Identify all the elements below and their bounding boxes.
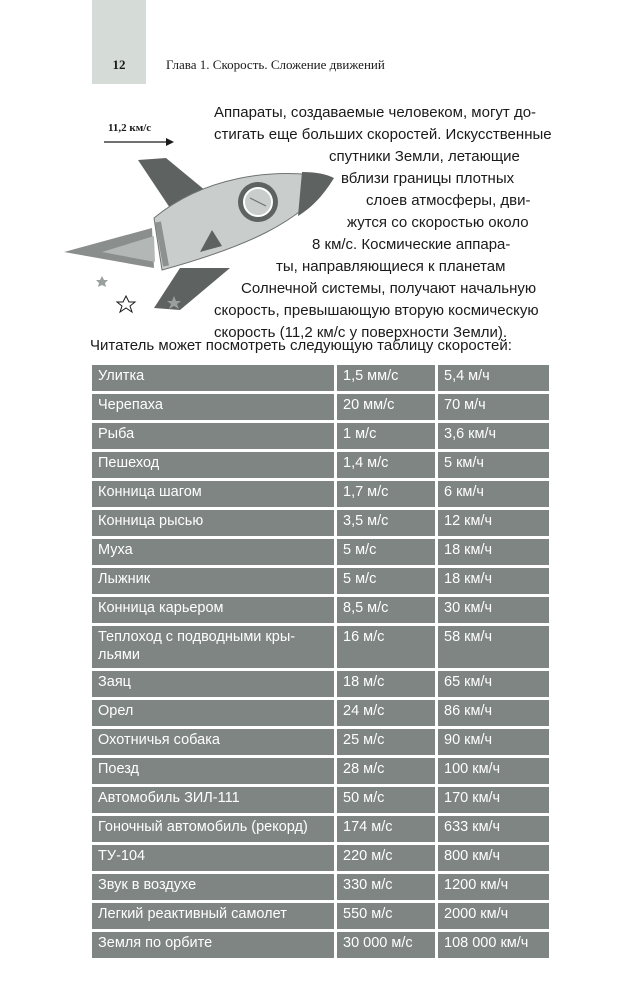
speed-ms-cell: 1,5 мм/с — [337, 365, 435, 391]
object-cell: Теплоход с подводными кры- льями — [92, 626, 334, 668]
intro-line: жутся со скоростью около — [347, 214, 529, 231]
speed-ms-cell: 1,7 м/с — [337, 481, 435, 507]
intro-line: скорость (11,2 км/с у поверхности Земли). — [214, 324, 508, 341]
speed-kmh-cell: 100 км/ч — [438, 758, 549, 784]
object-cell: Заяц — [92, 671, 334, 697]
speed-kmh-cell: 90 км/ч — [438, 729, 549, 755]
speed-kmh-cell: 65 км/ч — [438, 671, 549, 697]
table-row — [92, 452, 549, 478]
table-row — [92, 932, 549, 958]
object-cell: Орел — [92, 700, 334, 726]
object-cell: Гоночный автомобиль (рекорд) — [92, 816, 334, 842]
table-row — [92, 700, 549, 726]
table-row — [92, 671, 549, 697]
object-cell: Рыба — [92, 423, 334, 449]
table-row — [92, 539, 549, 565]
table-row — [92, 758, 549, 784]
object-cell: Звук в воздухе — [92, 874, 334, 900]
speed-kmh-cell: 170 км/ч — [438, 787, 549, 813]
intro-line: ты, направляющиеся к планетам — [276, 258, 506, 275]
speed-kmh-cell: 30 км/ч — [438, 597, 549, 623]
table-row — [92, 597, 549, 623]
speed-kmh-cell: 800 км/ч — [438, 845, 549, 871]
object-cell: Поезд — [92, 758, 334, 784]
speed-ms-cell: 30 000 м/с — [337, 932, 435, 958]
speed-kmh-cell: 3,6 км/ч — [438, 423, 549, 449]
object-cell: Земля по орбите — [92, 932, 334, 958]
table-row — [92, 568, 549, 594]
speed-kmh-cell: 1200 км/ч — [438, 874, 549, 900]
table-row — [92, 787, 549, 813]
object-cell: Муха — [92, 539, 334, 565]
speed-ms-cell: 220 м/с — [337, 845, 435, 871]
speed-kmh-cell: 12 км/ч — [438, 510, 549, 536]
speed-label: 11,2 км/с — [108, 122, 152, 134]
intro-line: скорость, превышающую вторую космическую — [214, 302, 539, 319]
speed-kmh-cell: 58 км/ч — [438, 626, 549, 668]
speed-kmh-cell: 633 км/ч — [438, 816, 549, 842]
speed-ms-cell: 18 м/с — [337, 671, 435, 697]
speed-kmh-cell: 18 км/ч — [438, 539, 549, 565]
table-row — [92, 729, 549, 755]
speed-kmh-cell: 6 км/ч — [438, 481, 549, 507]
object-cell: Автомобиль ЗИЛ-111 — [92, 787, 334, 813]
speed-ms-cell: 16 м/с — [337, 626, 435, 668]
speed-ms-cell: 174 м/с — [337, 816, 435, 842]
table-intro: Читатель может посмотреть следующую таблицу скоростей: — [90, 337, 512, 354]
intro-line: Аппараты, создаваемые человеком, могут до- — [214, 104, 537, 121]
object-cell: Лыжник — [92, 568, 334, 594]
table-row — [92, 423, 549, 449]
object-cell: Легкий реактивный самолет — [92, 903, 334, 929]
speed-ms-cell: 28 м/с — [337, 758, 435, 784]
table-row — [92, 626, 549, 668]
speed-kmh-cell: 70 м/ч — [438, 394, 549, 420]
intro-line: стигать еще больших скоростей. Искусственные — [214, 126, 552, 143]
chapter-title: Глава 1. Скорость. Сложение движений — [166, 57, 385, 72]
object-cell: Черепаха — [92, 394, 334, 420]
table-row — [92, 510, 549, 536]
speed-ms-cell: 5 м/с — [337, 568, 435, 594]
speed-kmh-cell: 86 км/ч — [438, 700, 549, 726]
speed-ms-cell: 550 м/с — [337, 903, 435, 929]
object-cell: ТУ-104 — [92, 845, 334, 871]
intro-line: Солнечной системы, получают начальную — [241, 280, 537, 297]
object-cell: Конница шагом — [92, 481, 334, 507]
table-row — [92, 394, 549, 420]
table-row — [92, 481, 549, 507]
speed-kmh-cell: 5,4 м/ч — [438, 365, 549, 391]
speed-kmh-cell: 2000 км/ч — [438, 903, 549, 929]
star-outline-icon — [117, 296, 135, 312]
intro-line: вблизи границы плотных — [341, 170, 515, 187]
speed-ms-cell: 50 м/с — [337, 787, 435, 813]
speed-table — [89, 362, 552, 961]
object-cell: Пешеход — [92, 452, 334, 478]
speed-kmh-cell: 108 000 км/ч — [438, 932, 549, 958]
intro-line: 8 км/с. Космические аппара- — [312, 236, 511, 253]
intro-line: спутники Земли, летающие — [329, 148, 520, 165]
table-row — [92, 816, 549, 842]
table-row — [92, 874, 549, 900]
speed-ms-cell: 330 м/с — [337, 874, 435, 900]
object-cell: Конница карьером — [92, 597, 334, 623]
speed-ms-cell: 1,4 м/с — [337, 452, 435, 478]
intro-line: слоев атмосферы, дви- — [366, 192, 531, 209]
object-cell: Улитка — [92, 365, 334, 391]
speed-ms-cell: 25 м/с — [337, 729, 435, 755]
page-number: 12 — [112, 57, 126, 72]
table-row — [92, 903, 549, 929]
speed-ms-cell: 1 м/с — [337, 423, 435, 449]
speed-ms-cell: 8,5 м/с — [337, 597, 435, 623]
table-row — [92, 365, 549, 391]
speed-kmh-cell: 5 км/ч — [438, 452, 549, 478]
object-cell: Конница рысью — [92, 510, 334, 536]
speed-kmh-cell: 18 км/ч — [438, 568, 549, 594]
speed-ms-cell: 3,5 м/с — [337, 510, 435, 536]
speed-ms-cell: 24 м/с — [337, 700, 435, 726]
table-row — [92, 845, 549, 871]
object-cell: Охотничья собака — [92, 729, 334, 755]
speed-ms-cell: 20 мм/с — [337, 394, 435, 420]
speed-ms-cell: 5 м/с — [337, 539, 435, 565]
rocket-nose — [298, 172, 334, 216]
